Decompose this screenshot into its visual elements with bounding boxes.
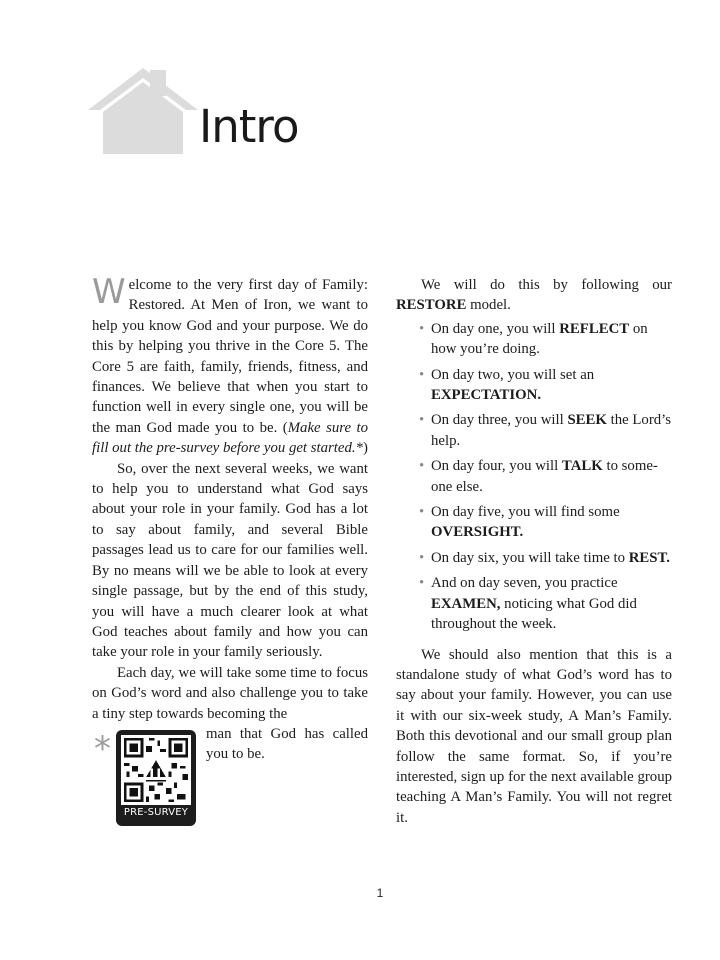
restore-keyword: RESTORE <box>396 297 467 314</box>
house-icon <box>88 66 198 156</box>
list-item: • And on day seven, you practice EXAMEN, noticing what God did throughout the week. <box>408 573 672 634</box>
asterisk-mark: * <box>94 728 111 769</box>
drop-cap: W <box>92 272 126 312</box>
right-column <box>396 275 672 828</box>
list-item: • On day six, you will take time to REST. <box>408 548 672 568</box>
list-item: • On day four, you will TALK to some-one else. <box>408 456 672 497</box>
paragraph-2: So, over the next several weeks, we want to help you to understand what God says about your role in your family. God has a lot to say about family, and several Bible passages lead us to care for our families well. By no means will we be able to look at every single passage, but by the end of this study, you will have a much clearer look at what God teaches about family and how you can take your role in your family seriously. <box>92 460 368 661</box>
restore-list <box>408 319 672 635</box>
restore-intro: We will do this by following our RESTORE model. <box>396 277 672 314</box>
left-column <box>92 272 368 824</box>
qr-area <box>92 724 368 824</box>
list-item: • On day two, you will set an EXPECTATION. <box>408 365 672 406</box>
list-item: • On day five, you will find some OVERSIGHT. <box>408 502 672 543</box>
intro-paragraph: Welcome to the very first day of Family: Restored. At Men of Iron, we want to help you know God and your purpose. We do this by helping you thrive in the Core 5. The Core 5 are faith, family, friends, fitness, and finances. We believe that when you start to function well in every single one, you will be the man God made you to be. (Make sure to fill out the pre-survey before you get started.*) <box>92 272 368 457</box>
list-item: • On day one, you will REFLECT on how you’re doing. <box>408 319 672 360</box>
pre-survey-qr-code[interactable] <box>116 730 196 826</box>
qr-code-icon <box>121 735 191 805</box>
list-item: • On day three, you will SEEK the Lord’s help. <box>408 410 672 451</box>
closing-paragraph: We should also mention that this is a standalone study of what God’s word has to say about your family. However, you can use it with our six-week study, A Man’s Family. Both this devotional and our small group plan follow the same format. So, if you’re interested, sign up for the next available group teaching A Man’s Family. You will not regret it. <box>396 646 672 826</box>
qr-label: PRE-SURVEY <box>123 806 189 818</box>
page-number: 1 <box>376 886 384 900</box>
survey-note: Make sure to fill out the pre-survey before you get started.* <box>92 419 368 457</box>
paragraph-3: Each day, we will take some time to focus on God’s word and also challenge you to take a tiny step towards becoming the <box>92 664 368 722</box>
paragraph-3-tail: man that God has called you to be. <box>206 725 368 763</box>
page-title: Intro <box>199 100 299 153</box>
